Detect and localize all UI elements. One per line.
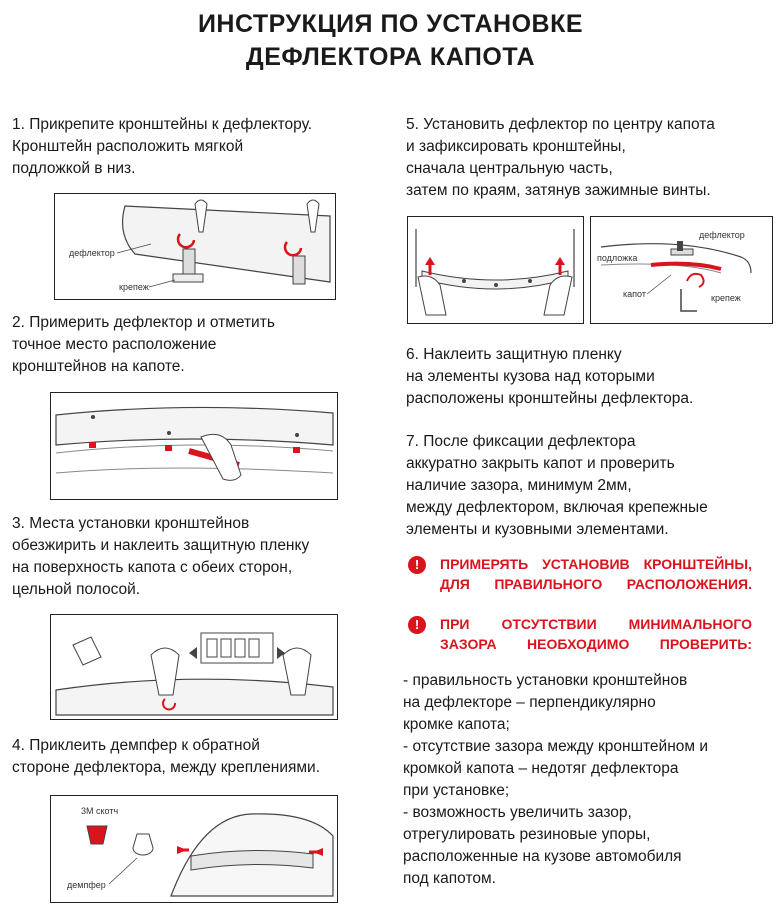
warning-icon: !: [408, 616, 426, 634]
title-line-1: ИНСТРУКЦИЯ ПО УСТАНОВКЕ: [197, 10, 584, 38]
label-hood: капот: [623, 289, 646, 299]
title-line-2: ДЕФЛЕКТОРА КАПОТА: [245, 43, 536, 71]
step-4-text: 4. Приклеить демпфер к обратной стороне дефлектора, между креплениями.: [12, 737, 321, 776]
label-damper: демпфер: [67, 880, 106, 890]
step-3-text: 3. Места установки кронштейнов обезжирить и наклеить защитную пленку на поверхность капота с обеих сторон, цельной полосой.: [12, 515, 310, 598]
figure-step-5-front: [407, 216, 584, 324]
label-mount-side: крепеж: [711, 293, 741, 303]
label-3m-tape: 3М скотч: [81, 806, 119, 816]
step-2-text: 2. Примерить дефлектор и отметить точное место расположение кронштейнов на капоте.: [12, 314, 275, 375]
figure-step-3: [50, 614, 338, 720]
warning-icon: !: [408, 556, 426, 574]
label-pad: подложка: [597, 253, 638, 263]
step-5-text: 5. Установить дефлектор по центру капота и зафиксировать кронштейны, сначала центральную часть, затем по краям, затянув зажимные винты.: [406, 116, 715, 199]
warning-1: ! ПРИМЕРЯТЬ УСТАНОВИВ КРОНШТЕЙНЫ, ДЛЯ ПРАВИЛЬНОГО РАСПОЛОЖЕНИЯ.: [408, 554, 752, 594]
list-item: - правильность установки кронштейнов на дефлекторе – перпендикулярно кромке капота;: [403, 672, 688, 733]
figure-step-2: [50, 392, 338, 500]
label-deflector: дефлектор: [69, 248, 115, 258]
figure-step-4: [50, 795, 338, 903]
figure-step-1: [54, 193, 336, 300]
step-7-text: 7. После фиксации дефлектора аккуратно закрыть капот и проверить наличие зазора, минимум 2мм, между дефлектором, включая крепежные элементы и кузовными элементами.: [406, 433, 708, 538]
label-deflector-side: дефлектор: [699, 230, 745, 240]
warning-2: ! ПРИ ОТСУТСТВИИ МИНИМАЛЬНОГО ЗАЗОРА НЕОБХОДИМО ПРОВЕРИТЬ:: [408, 614, 752, 654]
step-1-text: 1. Прикрепите кронштейны к дефлектору. Кронштейн расположить мягкой подложкой в низ.: [12, 116, 313, 177]
list-item: - отсутствие зазора между кронштейном и кромкой капота – недотяг дефлектора при установке;: [403, 738, 709, 799]
label-mount: крепеж: [119, 282, 149, 292]
page-title: [0, 8, 781, 74]
step-6-text: 6. Наклеить защитную пленку на элементы кузова над которыми расположены кронштейны дефлектора.: [406, 346, 694, 407]
figure-step-5-side: [590, 216, 773, 324]
list-item: - возможность увеличить зазор, отрегулировать резиновые упоры, расположенные на кузове автомобиля под капотом.: [403, 804, 682, 887]
checklist: [403, 670, 708, 890]
